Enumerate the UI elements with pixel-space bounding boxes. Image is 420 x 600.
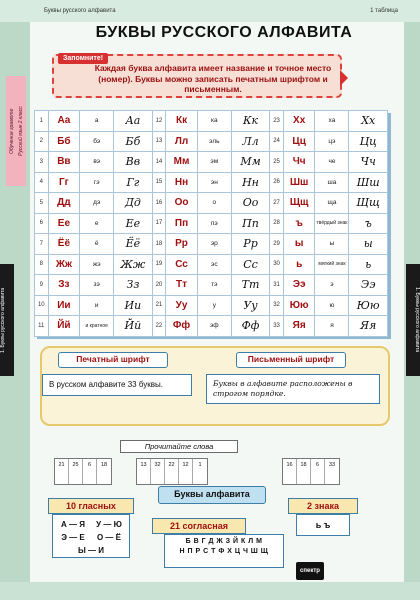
printed-letter: Уу	[166, 295, 198, 316]
code-cell: 18	[297, 459, 311, 472]
handwritten-letter: Кк	[231, 111, 269, 132]
answer-cell[interactable]	[69, 471, 83, 484]
printed-letter: Тт	[166, 275, 198, 296]
code-cell: 13	[137, 459, 151, 472]
printed-font-sample: В русском алфавите 33 буквы.	[42, 374, 192, 396]
table-row	[35, 254, 388, 275]
code-cell: 21	[55, 459, 69, 472]
signs-list: ь ъ	[296, 514, 350, 536]
vowel-pair: Э — Е	[61, 533, 85, 542]
table-row	[35, 172, 388, 193]
word-answer-3	[282, 471, 340, 485]
handwritten-letter: Ээ	[349, 275, 388, 296]
letter-number: 9	[35, 275, 49, 296]
letter-number: 6	[35, 213, 49, 234]
handwritten-letter: Щщ	[349, 193, 388, 214]
letter-name: зэ	[80, 275, 114, 296]
letter-number: 2	[35, 131, 49, 152]
vowels-title: 10 гласных	[48, 498, 134, 514]
handwritten-letter: ъ	[349, 213, 388, 234]
handwritten-letter: Аа	[114, 111, 152, 132]
handwritten-letter: Сс	[231, 254, 269, 275]
handwritten-letter: Ее	[114, 213, 152, 234]
handwritten-letter: Дд	[114, 193, 152, 214]
letter-name: эм	[197, 152, 231, 173]
printed-letter: Ее	[48, 213, 80, 234]
handwritten-letter: Вв	[114, 152, 152, 173]
letter-number: 33	[270, 316, 284, 337]
vowels-list	[52, 514, 130, 558]
letter-number: 29	[270, 234, 284, 255]
letter-name: е	[80, 213, 114, 234]
letter-name: эр	[197, 234, 231, 255]
code-cell: 32	[151, 459, 165, 472]
alphabet-table	[34, 110, 388, 337]
handwritten-letter: Фф	[231, 316, 269, 337]
printed-letter: Кк	[166, 111, 198, 132]
letter-number: 27	[270, 193, 284, 214]
letter-name: ка	[197, 111, 231, 132]
letter-name: и кратное	[80, 316, 114, 337]
table-row	[35, 295, 388, 316]
letter-number: 8	[35, 254, 49, 275]
consonants-title: 21 согласная	[152, 518, 246, 534]
handwritten-letter: Ёё	[114, 234, 152, 255]
table-row	[35, 316, 388, 337]
answer-cell[interactable]	[311, 471, 325, 484]
header-title: Буквы русского алфавита	[44, 8, 116, 14]
letter-number: 23	[270, 111, 284, 132]
letter-number: 12	[152, 111, 166, 132]
handwritten-letter: Зз	[114, 275, 152, 296]
printed-letter: Ёё	[48, 234, 80, 255]
handwritten-letter: Юю	[349, 295, 388, 316]
letter-number: 19	[152, 254, 166, 275]
letter-number: 25	[270, 152, 284, 173]
word-answer-1	[54, 471, 112, 485]
table-row	[35, 111, 388, 132]
handwritten-letter: Бб	[114, 131, 152, 152]
page-title: БУКВЫ РУССКОГО АЛФАВИТА	[95, 24, 353, 41]
remember-box	[52, 54, 342, 98]
letter-name: и	[80, 295, 114, 316]
letter-name: че	[315, 152, 349, 173]
code-cell: 6	[83, 459, 97, 472]
letter-number: 28	[270, 213, 284, 234]
printed-letter: Пп	[166, 213, 198, 234]
answer-cell[interactable]	[151, 471, 165, 484]
letter-name: гэ	[80, 172, 114, 193]
handwritten-letter: Мм	[231, 152, 269, 173]
letter-number: 21	[152, 295, 166, 316]
printed-letter: Фф	[166, 316, 198, 337]
letter-number: 22	[152, 316, 166, 337]
handwritten-letter: Пп	[231, 213, 269, 234]
answer-cell[interactable]	[83, 471, 97, 484]
printed-letter: ы	[283, 234, 315, 255]
printed-letter: Ээ	[283, 275, 315, 296]
code-cell: 25	[69, 459, 83, 472]
letter-name: ша	[315, 172, 349, 193]
letter-number: 13	[152, 131, 166, 152]
printed-letter: Жж	[48, 254, 80, 275]
answer-cell[interactable]	[283, 471, 297, 484]
letter-name: эн	[197, 172, 231, 193]
letter-name: бэ	[80, 131, 114, 152]
right-strip	[404, 22, 420, 582]
handwritten-letter: ь	[349, 254, 388, 275]
letter-name: пэ	[197, 213, 231, 234]
letter-name: я	[315, 316, 349, 337]
answer-cell[interactable]	[137, 471, 151, 484]
code-cell: 18	[100, 462, 108, 468]
code-cell: 16	[283, 459, 297, 472]
subject-subtitle: Русский язык 2 класс	[18, 106, 24, 156]
header-sheet-number: 1 таблица	[370, 8, 398, 14]
subject-text: Обучение грамоте	[9, 108, 15, 154]
letter-number: 30	[270, 254, 284, 275]
letter-number: 26	[270, 172, 284, 193]
subject-label	[6, 76, 26, 186]
code-cell: 22	[165, 459, 179, 472]
code-cell: 6	[311, 459, 325, 472]
letter-name: твёрдый знак	[315, 213, 349, 234]
code-cell: 1	[198, 462, 202, 468]
handwritten-letter: Уу	[231, 295, 269, 316]
printed-letter: Ии	[48, 295, 80, 316]
arrow-icon	[340, 70, 348, 86]
code-cell: 33	[328, 462, 336, 468]
consonants-list	[164, 534, 284, 568]
answer-cell[interactable]	[55, 471, 69, 484]
letter-number: 11	[35, 316, 49, 337]
vowel-pair: У — Ю	[96, 520, 122, 529]
consonant-line: Б В Г Д Ж З Й К Л М	[185, 538, 263, 545]
table-row	[35, 193, 388, 214]
handwritten-letter: ы	[349, 234, 388, 255]
printed-letter: Рр	[166, 234, 198, 255]
right-tab: 1. Буквы русского алфавита	[406, 264, 420, 376]
printed-letter: ъ	[283, 213, 315, 234]
handwritten-letter: Жж	[114, 254, 152, 275]
letter-number: 10	[35, 295, 49, 316]
letter-name: жэ	[80, 254, 114, 275]
top-bar	[0, 0, 420, 22]
letter-number: 32	[270, 295, 284, 316]
letter-name: вэ	[80, 152, 114, 173]
handwritten-letter: Гг	[114, 172, 152, 193]
letter-number: 5	[35, 193, 49, 214]
publisher-logo: спектр	[296, 562, 324, 580]
handwritten-letter: Хх	[349, 111, 388, 132]
remember-tag: Запомните!	[58, 53, 108, 64]
handwritten-font-sample: Буквы в алфавите расположены в строгом порядке.	[206, 374, 380, 404]
publisher-footnote	[330, 564, 380, 576]
signs-title: 2 знака	[288, 498, 358, 514]
vowel-pair: Ы — И	[77, 546, 105, 555]
printed-font-label: Печатный шрифт	[58, 352, 168, 368]
letter-number: 7	[35, 234, 49, 255]
vowel-pair: О — Ё	[96, 533, 122, 542]
printed-letter: Дд	[48, 193, 80, 214]
table-row	[35, 152, 388, 173]
printed-letter: Яя	[283, 316, 315, 337]
table-row	[35, 234, 388, 255]
printed-letter: Цц	[283, 131, 315, 152]
left-strip	[0, 22, 30, 582]
printed-letter: Нн	[166, 172, 198, 193]
answer-cell[interactable]	[325, 471, 339, 484]
handwritten-letter: Шш	[349, 172, 388, 193]
letter-number: 31	[270, 275, 284, 296]
letter-name: эль	[197, 131, 231, 152]
alphabet-root-label: Буквы алфавита	[158, 486, 266, 504]
handwritten-letter: Йй	[114, 316, 152, 337]
table-row	[35, 213, 388, 234]
handwritten-letter: Оо	[231, 193, 269, 214]
printed-letter: Оо	[166, 193, 198, 214]
answer-cell[interactable]	[165, 471, 179, 484]
letter-number: 20	[152, 275, 166, 296]
letter-name: у	[197, 295, 231, 316]
left-tab: 1. Буквы русского алфавита	[0, 264, 14, 376]
printed-letter: Мм	[166, 152, 198, 173]
letter-name: э	[315, 275, 349, 296]
letter-number: 14	[152, 152, 166, 173]
letter-name: ы	[315, 234, 349, 255]
handwritten-letter: Ии	[114, 295, 152, 316]
remember-text: Каждая буква алфавита имеет название и точное место (номер). Буквы можно записать печатным шрифтом и письменным.	[94, 63, 332, 94]
word-answer-2	[136, 471, 208, 485]
letter-name: а	[80, 111, 114, 132]
printed-letter: Гг	[48, 172, 80, 193]
printed-letter: Бб	[48, 131, 80, 152]
printed-letter: Юю	[283, 295, 315, 316]
letter-name: эс	[197, 254, 231, 275]
letter-name: о	[197, 193, 231, 214]
printed-letter: Чч	[283, 152, 315, 173]
printed-letter: Щщ	[283, 193, 315, 214]
printed-letter: Вв	[48, 152, 80, 173]
letter-name: тэ	[197, 275, 231, 296]
handwritten-letter: Нн	[231, 172, 269, 193]
handwritten-letter: Яя	[349, 316, 388, 337]
table-row	[35, 275, 388, 296]
letter-number: 1	[35, 111, 49, 132]
letter-name: ё	[80, 234, 114, 255]
handwritten-letter: Цц	[349, 131, 388, 152]
letter-name: ща	[315, 193, 349, 214]
printed-letter: Аа	[48, 111, 80, 132]
letter-number: 15	[152, 172, 166, 193]
letter-name: эф	[197, 316, 231, 337]
printed-letter: Йй	[48, 316, 80, 337]
printed-letter: Сс	[166, 254, 198, 275]
printed-letter: ь	[283, 254, 315, 275]
handwritten-letter: Чч	[349, 152, 388, 173]
answer-cell[interactable]	[193, 471, 207, 484]
letter-number: 18	[152, 234, 166, 255]
code-cell: 12	[179, 459, 193, 472]
read-words-label: Прочитайте слова	[120, 440, 238, 453]
answer-cell[interactable]	[97, 471, 111, 484]
handwritten-letter: Рр	[231, 234, 269, 255]
printed-letter: Шш	[283, 172, 315, 193]
handwritten-letter: Тт	[231, 275, 269, 296]
table-row	[35, 131, 388, 152]
printed-letter: Лл	[166, 131, 198, 152]
letter-number: 17	[152, 213, 166, 234]
handwritten-font-label: Письменный шрифт	[236, 352, 346, 368]
letter-name: ю	[315, 295, 349, 316]
printed-letter: Хх	[283, 111, 315, 132]
answer-cell[interactable]	[297, 471, 311, 484]
letter-name: мягкий знак	[315, 254, 349, 275]
letter-number: 4	[35, 172, 49, 193]
letter-number: 16	[152, 193, 166, 214]
printed-letter: Зз	[48, 275, 80, 296]
consonant-line: Н П Р С Т Ф Х Ц Ч Ш Щ	[179, 548, 269, 555]
letter-number: 24	[270, 131, 284, 152]
handwritten-letter: Лл	[231, 131, 269, 152]
answer-cell[interactable]	[179, 471, 193, 484]
letter-name: ха	[315, 111, 349, 132]
vowel-pair: А — Я	[61, 520, 85, 529]
letter-name: цэ	[315, 131, 349, 152]
letter-number: 3	[35, 152, 49, 173]
letter-name: дэ	[80, 193, 114, 214]
